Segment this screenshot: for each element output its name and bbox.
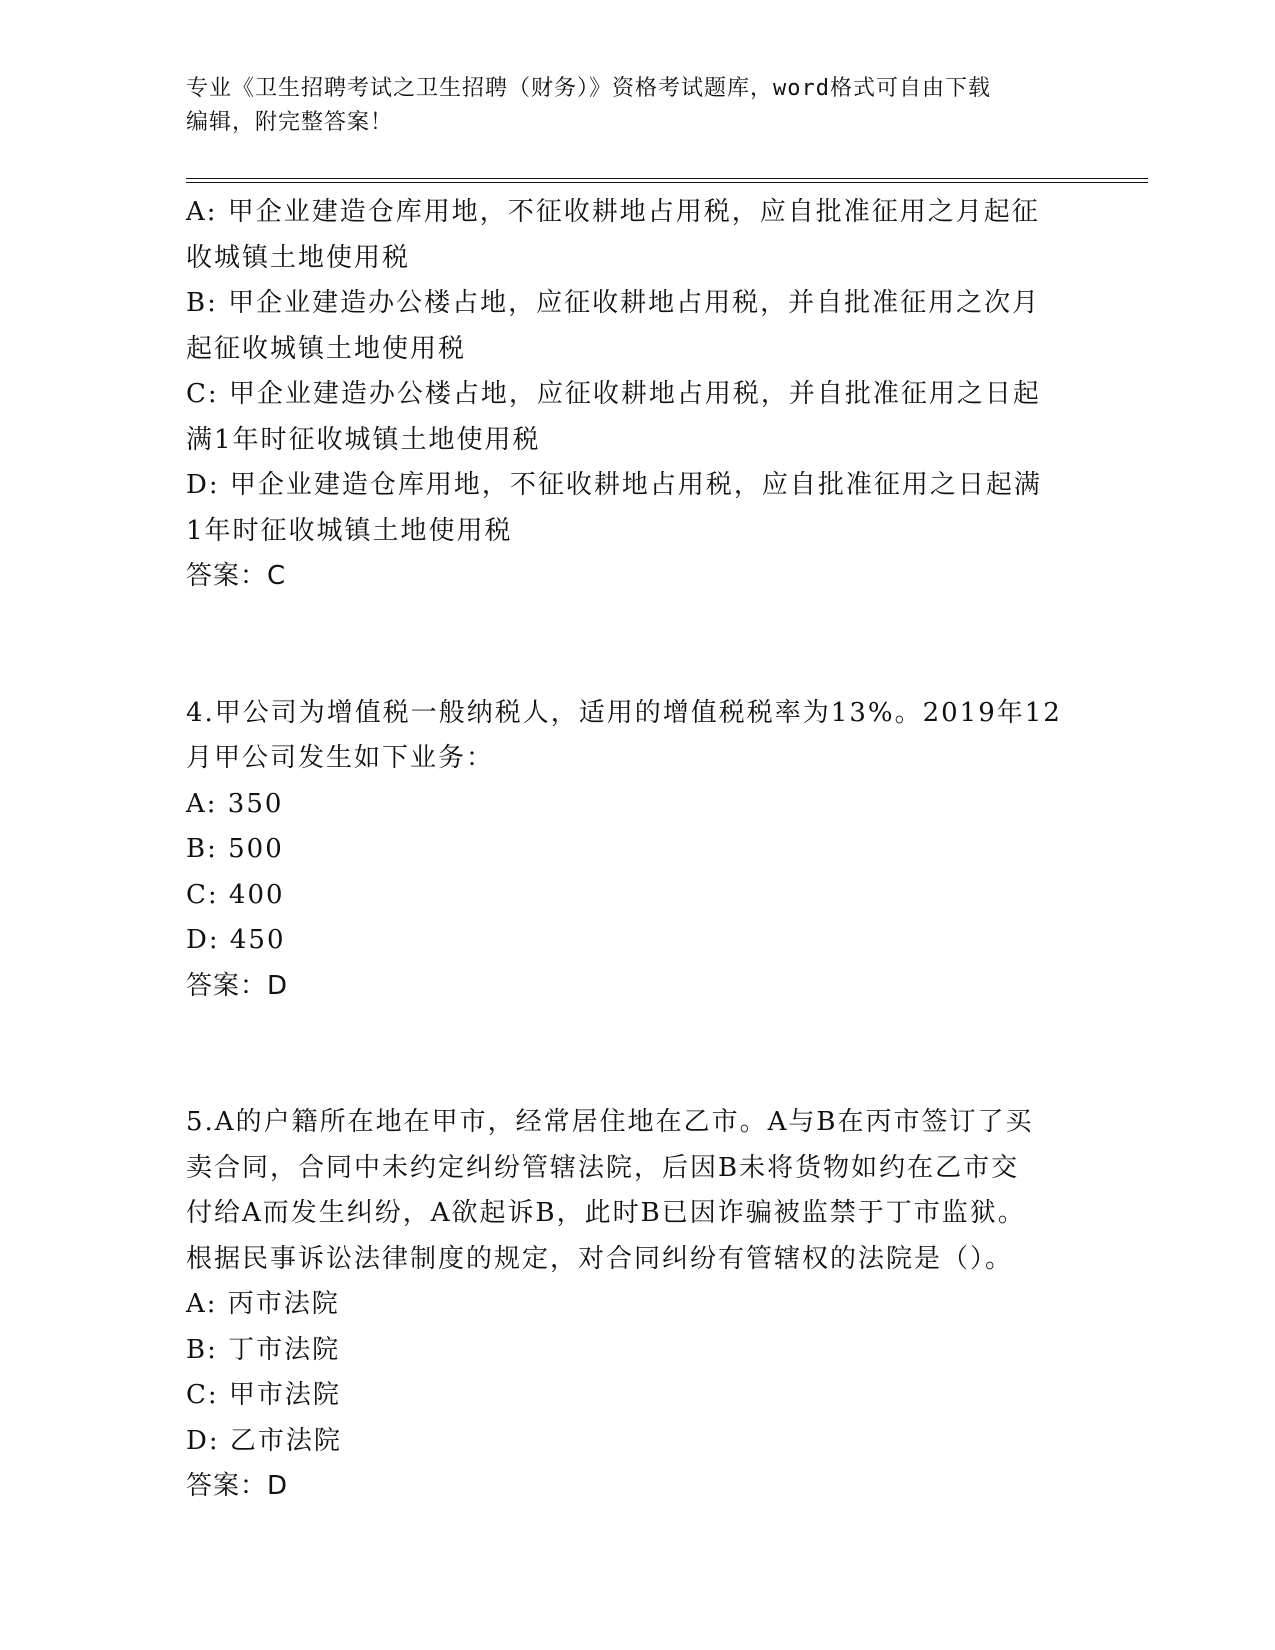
q4-option-b: B: 500 — [186, 834, 284, 864]
question-3 — [186, 190, 1086, 600]
q3-option-a-line-1: A: 甲企业建造仓库用地，不征收耕地占用税，应自批准征用之月起征 — [186, 197, 1040, 227]
spacer — [186, 1009, 1086, 1100]
q3-option-a-line-2: 收城镇土地使用税 — [186, 242, 411, 273]
q5-option-d: D: 乙市法院 — [186, 1425, 342, 1456]
q4-stem-line-2: 月甲公司发生如下业务： — [186, 743, 495, 773]
question-5 — [186, 1100, 1086, 1510]
q4-stem-line-1: 4.甲公司为增值税一般纳税人，适用的增值税税率为13%。2019年12 — [186, 697, 1062, 728]
q3-option-b-line-2: 起征收城镇土地使用税 — [186, 333, 467, 364]
question-4 — [186, 691, 1086, 1010]
q3-answer: 答案：C — [186, 561, 287, 591]
header-divider-top — [186, 178, 1148, 179]
q3-option-c-line-1: C: 甲企业建造办公楼占地，应征收耕地占用税，并自批准征用之日起 — [186, 379, 1041, 409]
q5-option-b: B: 丁市法院 — [186, 1334, 341, 1365]
q5-answer: 答案：D — [186, 1471, 289, 1501]
header-divider-bottom — [186, 182, 1148, 183]
header-line-1: 专业《卫生招聘考试之卫生招聘（财务）》资格考试题库，word格式可自由下载 — [186, 76, 991, 101]
document-header — [186, 72, 1086, 140]
q3-option-d-line-2: 1年时征收城镇土地使用税 — [186, 515, 513, 546]
q5-stem-line-3: 付给A而发生纠纷，A欲起诉B，此时B已因诈骗被监禁于丁市监狱。 — [186, 1198, 1026, 1228]
q5-option-a: A: 丙市法院 — [186, 1289, 340, 1319]
q5-stem-line-4: 根据民事诉讼法律制度的规定，对合同纠纷有管辖权的法院是（）。 — [186, 1243, 1014, 1274]
document-body — [186, 190, 1086, 1510]
q4-option-c: C: 400 — [186, 879, 285, 910]
q3-option-c-line-2: 满1年时征收城镇土地使用税 — [186, 424, 541, 455]
header-line-2: 编辑，附完整答案！ — [186, 110, 394, 135]
q4-option-a: A: 350 — [186, 788, 284, 819]
q5-option-c: C: 甲市法院 — [186, 1380, 341, 1410]
q3-option-d-line-1: D: 甲企业建造仓库用地，不征收耕地占用税，应自批准征用之日起满 — [186, 470, 1042, 500]
q4-option-d: D: 450 — [186, 925, 286, 955]
q5-stem-line-1: 5.A的户籍所在地在甲市，经常居住地在乙市。A与B在丙市签订了买 — [186, 1107, 1034, 1137]
q3-option-b-line-1: B: 甲企业建造办公楼占地，应征收耕地占用税，并自批准征用之次月 — [186, 288, 1041, 318]
spacer — [186, 600, 1086, 691]
q4-answer: 答案：D — [186, 970, 289, 1001]
q5-stem-line-2: 卖合同，合同中未约定纠纷管辖法院，后因B未将货物如约在乙市交 — [186, 1152, 1020, 1183]
